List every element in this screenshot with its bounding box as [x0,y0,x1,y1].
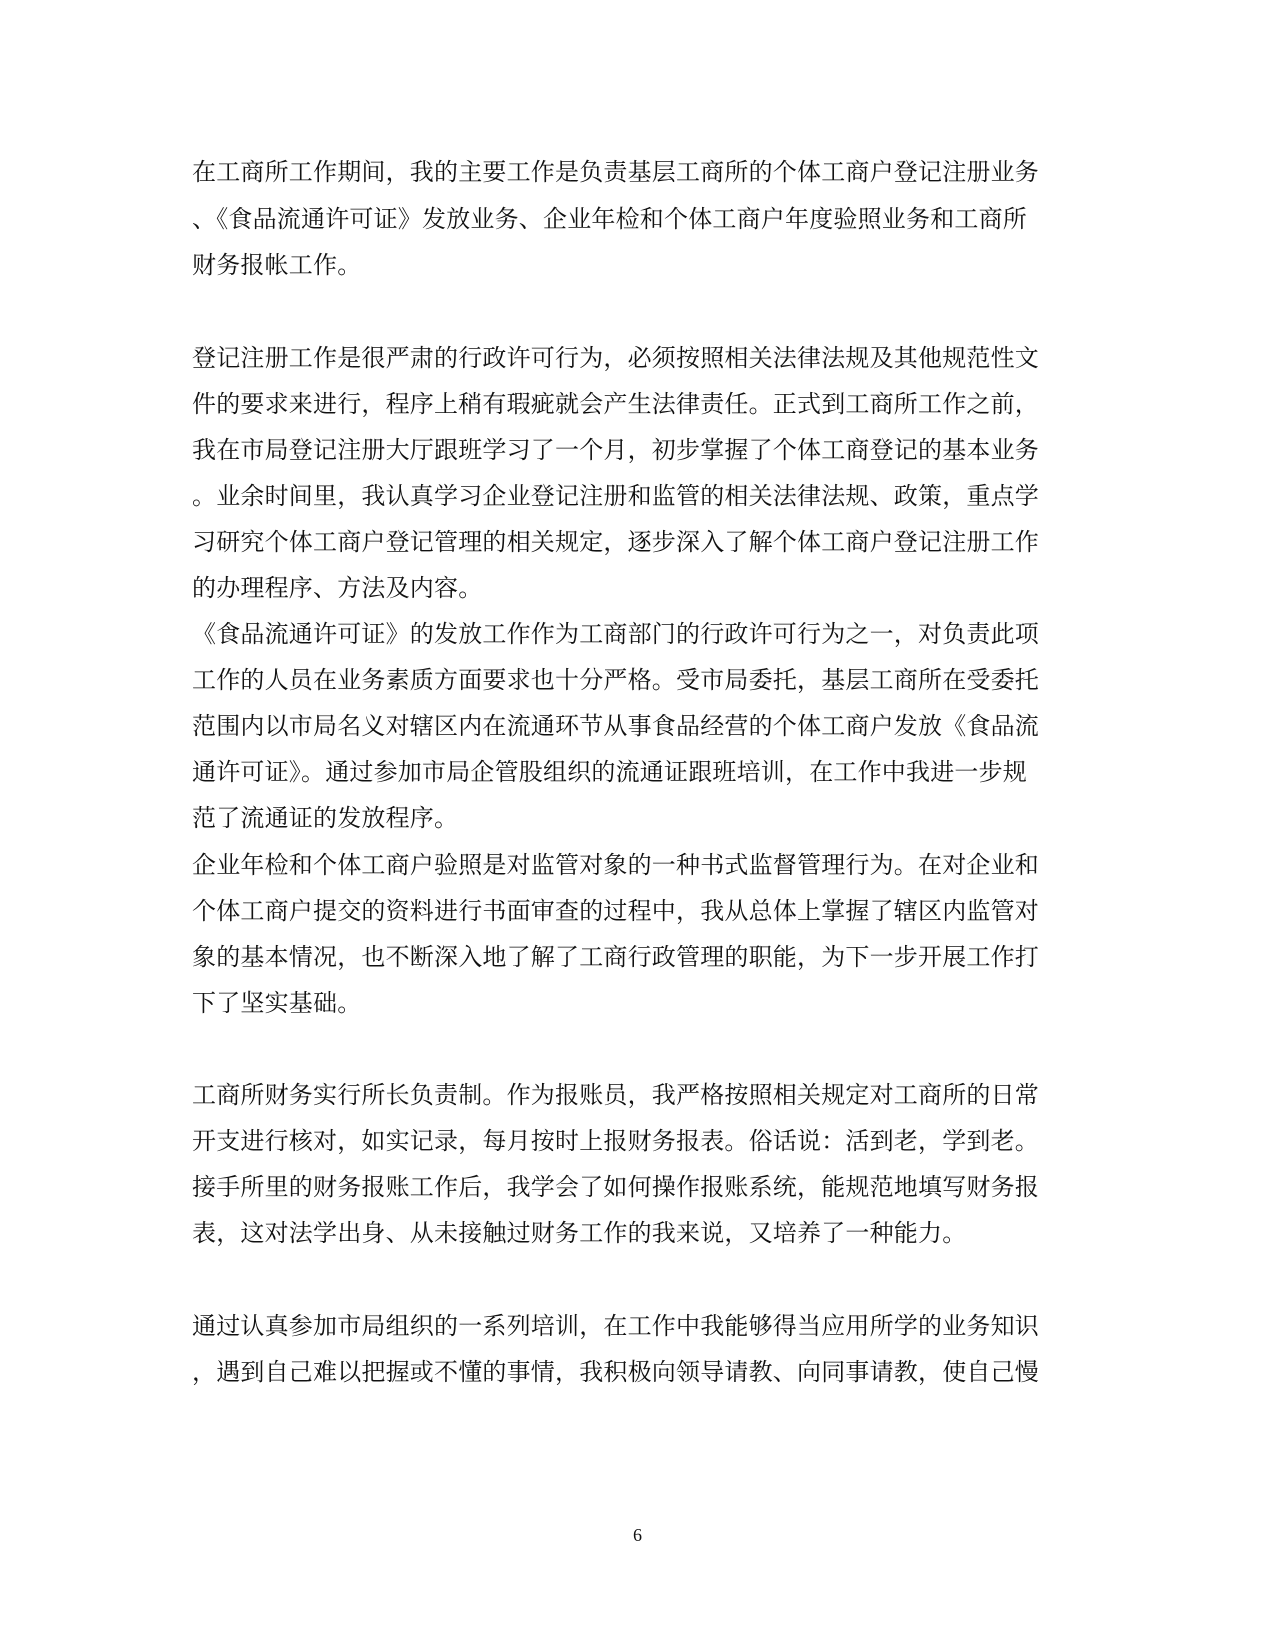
text-line: 通过认真参加市局组织的一系列培训，在工作中我能够得当应用所学的业务知识 [192,1312,1039,1340]
text-line: 工商所财务实行所长负责制。作为报账员，我严格按照相关规定对工商所的日常 [192,1081,1039,1109]
text-line: 、《食品流通许可证》发放业务、企业年检和个体工商户年度验照业务和工商所 [192,205,1027,233]
text-line: 表，这对法学出身、从未接触过财务工作的我来说，又培养了一种能力。 [192,1219,967,1247]
text-line: 我在市局登记注册大厅跟班学习了一个月，初步掌握了个体工商登记的基本业务 [192,436,1039,464]
text-line: 接手所里的财务报账工作后，我学会了如何操作报账系统，能规范地填写财务报 [192,1173,1039,1201]
text-line: 范围内以市局名义对辖区内在流通环节从事食品经营的个体工商户发放《食品流 [192,712,1039,740]
text-line: 件的要求来进行，程序上稍有瑕疵就会产生法律责任。正式到工商所工作之前， [192,390,1039,418]
text-line: 范了流通证的发放程序。 [192,804,459,832]
text-line: 开支进行核对，如实记录，每月按时上报财务报表。俗话说：活到老，学到老。 [192,1127,1039,1155]
text-line: 的办理程序、方法及内容。 [192,574,483,602]
text-line: 工作的人员在业务素质方面要求也十分严格。受市局委托，基层工商所在受委托 [192,666,1039,694]
page-number: 6 [633,1525,642,1545]
text-line: 。业余时间里，我认真学习企业登记注册和监管的相关法律法规、政策，重点学 [192,482,1039,510]
text-line: 下了坚实基础。 [192,989,362,1017]
text-line: 企业年检和个体工商户验照是对监管对象的一种书式监督管理行为。在对企业和 [192,851,1039,879]
text-line: 财务报帐工作。 [192,251,362,279]
text-line: 个体工商户提交的资料进行书面审查的过程中，我从总体上掌握了辖区内监管对 [192,897,1039,925]
text-line: 登记注册工作是很严肃的行政许可行为，必须按照相关法律法规及其他规范性文 [192,344,1039,372]
text-line: 在工商所工作期间，我的主要工作是负责基层工商所的个体工商户登记注册业务 [192,158,1039,186]
text-line: 《食品流通许可证》的发放工作作为工商部门的行政许可行为之一，对负责此项 [192,620,1039,648]
text-line: 习研究个体工商户登记管理的相关规定，逐步深入了解个体工商户登记注册工作 [192,528,1039,556]
text-line: 通许可证》。通过参加市局企管股组织的流通证跟班培训，在工作中我进一步规 [192,758,1027,786]
text-line: 象的基本情况，也不断深入地了解了工商行政管理的职能，为下一步开展工作打 [192,943,1039,971]
text-line: ，遇到自己难以把握或不懂的事情，我积极向领导请教、向同事请教，使自己慢 [192,1358,1039,1386]
